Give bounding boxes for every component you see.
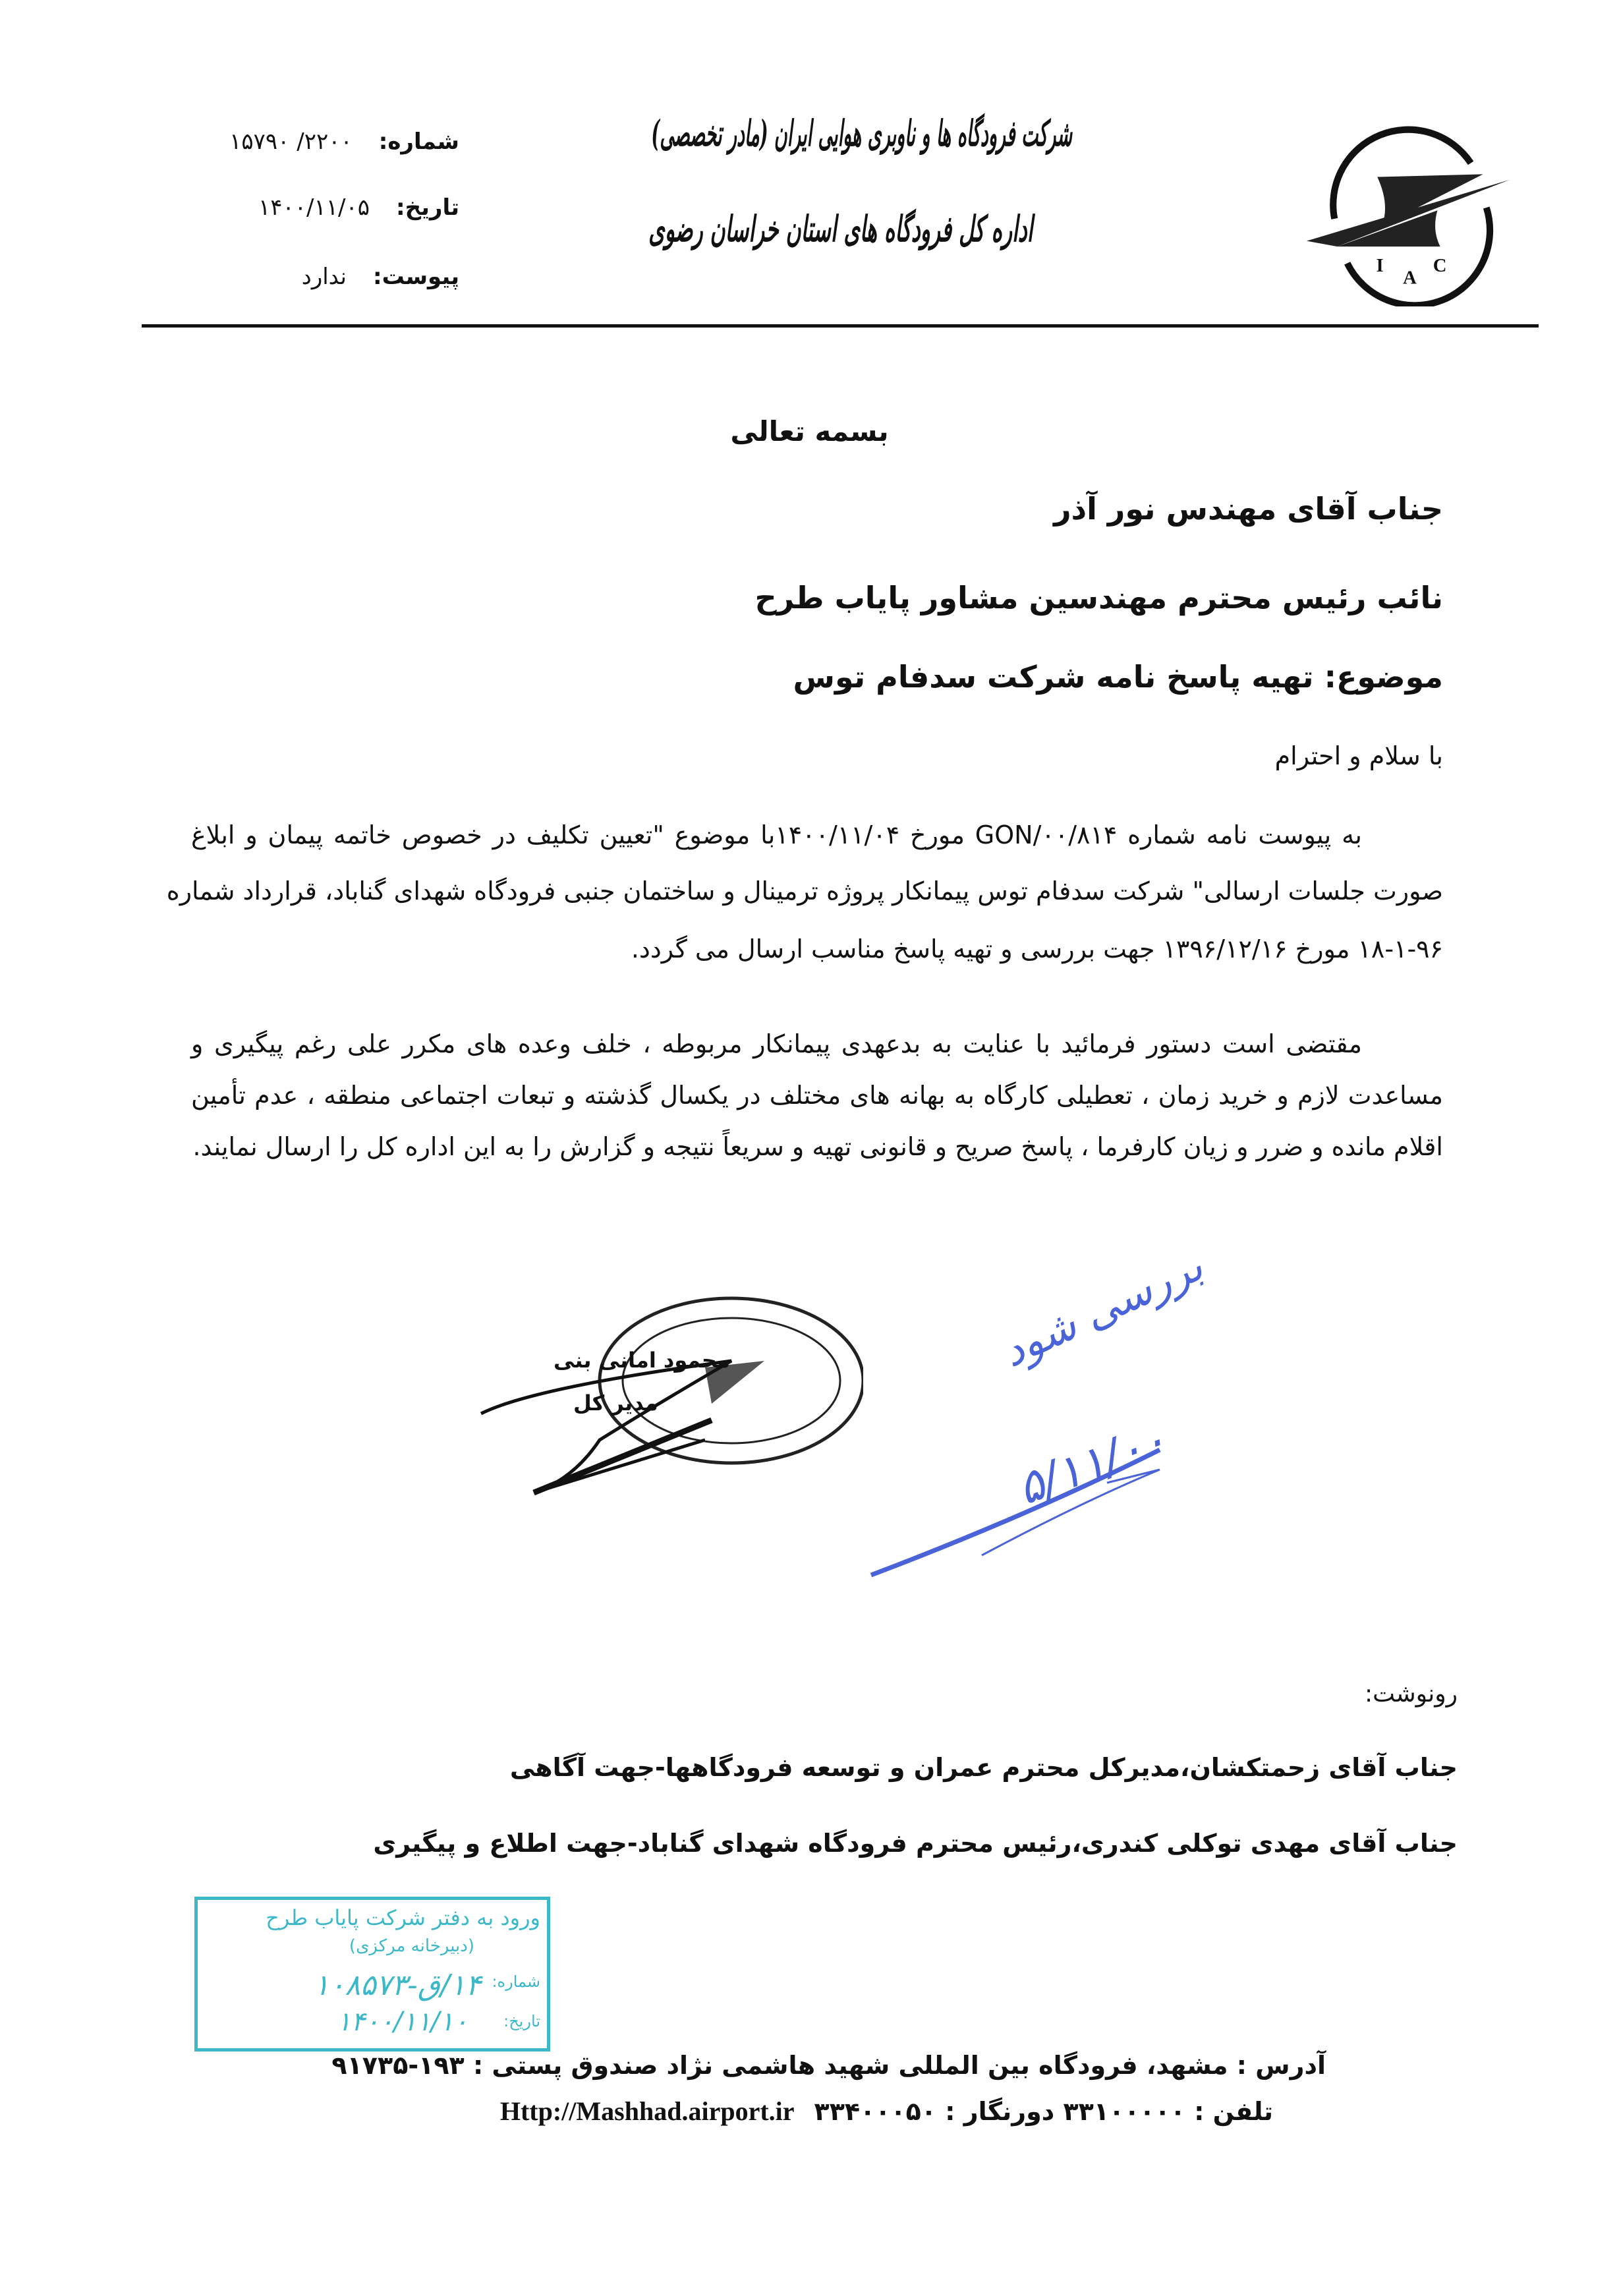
footer-website[interactable]: Http://Mashhad.airport.ir <box>499 2096 795 2126</box>
cc-item: جناب آقای مهدی توکلی کندری،رئیس محترم فرودگاه شهدای گناباد-جهت اطلاع و پیگیری <box>373 1829 1458 1858</box>
date-label: تاریخ: <box>396 194 459 221</box>
stamp-title: ورود به دفتر شرکت پایاب طرح <box>266 1905 540 1930</box>
stamp-date-label: تاریخ: <box>503 2012 540 2030</box>
cc-label: رونوشت: <box>1364 1680 1458 1708</box>
svg-text:I: I <box>1376 255 1384 277</box>
stamp-number-value: ۱۴/ق-۱۰۸۵۷۳ <box>314 1968 481 2002</box>
paragraph2-line: مساعدت لازم و خرید زمان ، تعطیلی کارگاه به بهانه های مختلف در یکسال گذشته و تبعات اجتماعی منطقه ، عدم تأمین <box>191 1081 1443 1110</box>
signature-seal <box>455 1288 863 1506</box>
footer-contact-row <box>500 2096 1273 2127</box>
svg-text:C: C <box>1433 255 1447 277</box>
footer-phone-fax: تلفن : ۳۳۱۰۰۰۰۰ دورنگار : ۳۳۴۰۰۰۵۰ <box>814 2097 1273 2126</box>
letter-number <box>229 129 459 155</box>
attachment-label: پیوست: <box>373 264 459 290</box>
footer-address: آدرس : مشهد، فرودگاه بین المللی شهید هاشمی نژاد صندوق پستی : ۱۹۳-۹۱۷۳۵ <box>331 2051 1326 2080</box>
invocation: بسمه تعالی <box>730 415 889 447</box>
number-value: ۲۲۰۰/ ۱۵۷۹۰ <box>229 129 353 155</box>
stamp-number-label: شماره: <box>492 1972 540 1991</box>
iac-logo <box>1282 109 1532 306</box>
paragraph1-line: صورت جلسات ارسالی" شرکت سدفام توس پیمانکار پروژه ترمینال و ساختمان جنبی فرودگاه شهدای گناباد، قرارداد شماره <box>166 876 1443 905</box>
handwritten-text: بررسی شود <box>994 1242 1210 1377</box>
company-name: شرکت فرودگاه ها و ناوبری هوایی ایران (مادر تخصصی) <box>651 112 1072 154</box>
receipt-stamp <box>194 1897 550 2052</box>
recipient-title: نائب رئیس محترم مهندسین مشاور پایاب طرح <box>754 580 1443 616</box>
handwritten-note <box>863 1242 1219 1654</box>
letter-attachment <box>302 264 459 290</box>
attachment-value: ندارد <box>301 264 347 290</box>
signatory-title: مدیر کل <box>573 1391 658 1416</box>
paragraph1-line: ۱۸-۱-۹۶ مورخ ۱۳۹۶/۱۲/۱۶ جهت بررسی و تهیه پاسخ مناسب ارسال می گردد. <box>631 934 1443 963</box>
paragraph2-line: مقتضی است دستور فرمائید با عنایت به بدعهدی پیمانکار مربوطه ، خلف وعده های مکرر علی رغم پیگیری و <box>191 1029 1362 1058</box>
date-value: ۱۴۰۰/۱۱/۰۵ <box>258 194 370 221</box>
cc-item: جناب آقای زحمتکشان،مدیرکل محترم عمران و توسعه فرودگاهها-جهت آگاهی <box>509 1753 1458 1782</box>
stamp-subtitle: (دبیرخانه مرکزی) <box>349 1936 474 1956</box>
subject: موضوع: تهیه پاسخ نامه شرکت سدفام توس <box>793 659 1443 695</box>
department-name: اداره کل فرودگاه های استان خراسان رضوی <box>648 208 1033 250</box>
recipient: جناب آقای مهندس نور آذر <box>1054 491 1443 527</box>
svg-text:A: A <box>1403 267 1417 289</box>
stamp-date-value: ۱۴۰۰/۱۱/۱۰ <box>337 2007 468 2037</box>
paragraph2-line: اقلام مانده و ضرر و زیان کارفرما ، پاسخ صریح و قانونی تهیه و سریعاً نتیجه و گزارش را به این اداره کل را ارسال نمایند. <box>192 1132 1443 1161</box>
header-divider <box>142 324 1539 328</box>
iac-logo-icon <box>1282 109 1532 306</box>
number-label: شماره: <box>378 129 459 155</box>
seal-icon <box>455 1288 863 1506</box>
letter-date <box>258 194 459 221</box>
paragraph1-line: به پیوست نامه شماره GON/۰۰/۸۱۴ مورخ ۱۴۰۰/۱۱/۰۴با موضوع "تعیین تکلیف در خصوص خاتمه پیمان و ابلاغ <box>191 820 1363 849</box>
signatory-name: محمود امانی بنی <box>554 1348 730 1373</box>
salutation: با سلام و احترام <box>1274 741 1443 770</box>
handwritten-date: ۵/۱۱/۰۰ <box>1010 1412 1175 1516</box>
